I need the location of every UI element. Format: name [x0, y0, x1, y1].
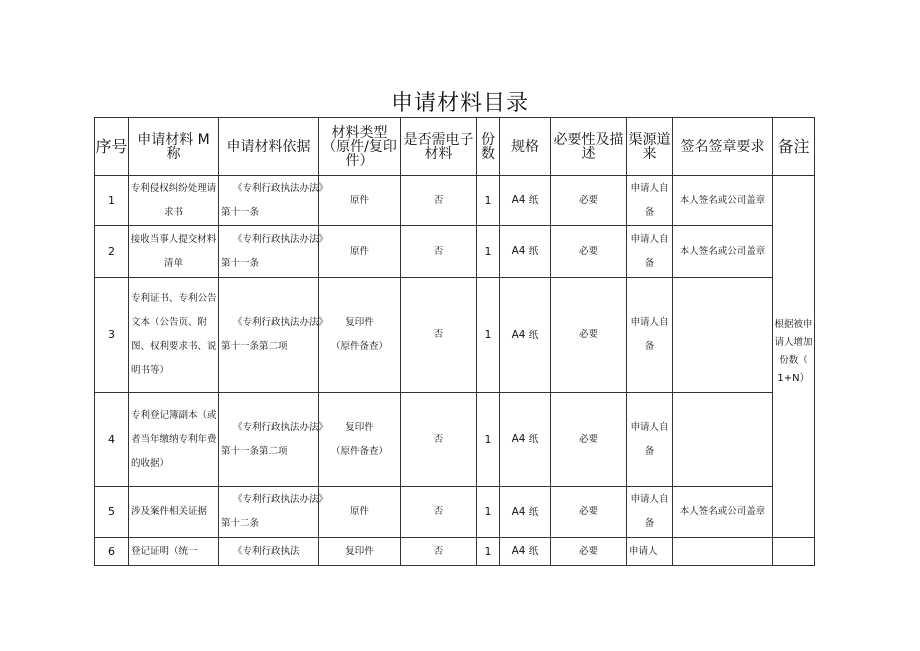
- row-electronic: 否: [401, 226, 477, 278]
- row-copies: 1: [477, 176, 500, 226]
- header-remark: 备注: [773, 118, 815, 176]
- row-basis: [219, 538, 319, 566]
- row-basis: [219, 226, 329, 278]
- row-sign: 本人签名或公司盖章: [673, 487, 773, 538]
- header-electronic: 是否需电子材料: [401, 118, 477, 176]
- row-spec-num: A4: [511, 505, 526, 518]
- row-name: 接收当事人提交材料清单: [129, 226, 219, 278]
- header-name: 申请材料 M 称: [129, 118, 219, 176]
- row-basis-line1: 《专利行政执法办法》: [233, 182, 329, 194]
- table-row: [95, 393, 815, 487]
- row-source: 申请人自备: [627, 487, 673, 538]
- row-sign: [673, 278, 773, 393]
- row-type: [319, 278, 401, 393]
- row-type: 原件: [319, 176, 401, 226]
- row-basis: [219, 176, 329, 226]
- row-spec: [500, 393, 551, 487]
- row-spec: [500, 226, 551, 278]
- row-seq: 5: [95, 487, 129, 538]
- row-sign: 本人签名或公司盖章: [673, 176, 773, 226]
- row-spec-unit: 纸: [528, 329, 539, 341]
- row-type: 原件: [319, 226, 401, 278]
- row-basis-line1: 《专利行政执法办法》: [233, 421, 329, 433]
- row-spec-unit: 纸: [528, 434, 539, 445]
- row-electronic: 否: [401, 278, 477, 393]
- row-copies: 1: [477, 393, 500, 487]
- row-source: 申请人自备: [627, 176, 673, 226]
- row-basis-line2: 第十一条第二项: [221, 445, 288, 457]
- row-spec-num: A4: [511, 545, 526, 557]
- row-sign: [673, 538, 773, 566]
- header-sign: 签名签章要求: [673, 118, 773, 176]
- header-seq: 序号: [95, 118, 129, 176]
- row-necessity: 必要: [551, 487, 627, 538]
- row-basis: [219, 393, 329, 487]
- materials-table: [94, 117, 815, 566]
- row-necessity: 必要: [551, 226, 627, 278]
- row-spec: [500, 487, 551, 538]
- row-type-note: （原件备查）: [330, 445, 388, 457]
- row-basis: [219, 487, 329, 538]
- header-type: 材料类型（原件/复印件）: [319, 118, 401, 176]
- row-basis-line1: 《专利行政执法: [233, 545, 300, 557]
- row-basis-line2: 第十二条: [221, 518, 260, 529]
- row-spec-num: A4: [511, 328, 526, 341]
- row-spec-unit: 纸: [528, 506, 539, 518]
- row-spec: [500, 278, 551, 393]
- row-copies: 1: [477, 226, 500, 278]
- row-type-note: （原件备查）: [330, 341, 388, 352]
- row-seq: 1: [95, 176, 129, 226]
- remark-text: 根据被申请人增加份数（: [774, 319, 813, 366]
- row-name: 专利侵权纠纷处理请求书: [129, 176, 219, 226]
- row-name: 专利证书、专利公告文本（公告页、附图、权利要求书、说明书等）: [129, 278, 219, 393]
- row-sign: [673, 393, 773, 487]
- row-basis-line1: 《专利行政执法办法》: [233, 494, 329, 505]
- row-spec-unit: 纸: [528, 546, 539, 557]
- row-name: 登记证明（统一: [129, 538, 219, 566]
- row-type-main: 复印件: [345, 317, 374, 328]
- row-necessity: 必要: [551, 393, 627, 487]
- row-source: 申请人自备: [627, 278, 673, 393]
- header-copies: 份数: [477, 118, 500, 176]
- row-remark: [773, 538, 815, 566]
- row-spec: [500, 538, 551, 566]
- row-spec-unit: 纸: [528, 195, 539, 206]
- row-source: 申请人自备: [627, 393, 673, 487]
- row-electronic: 否: [401, 176, 477, 226]
- row-sign: 本人签名或公司盖章: [673, 226, 773, 278]
- row-name: 专利登记簿副本（或者当年缴纳专利年费的收据）: [129, 393, 219, 487]
- header-row: [95, 118, 815, 176]
- row-source: 申请人: [627, 538, 673, 566]
- row-seq: 2: [95, 226, 129, 278]
- row-type-main: 复印件: [345, 421, 374, 433]
- row-copies: 1: [477, 538, 500, 566]
- header-spec: 规格: [500, 118, 551, 176]
- row-basis-line1: 《专利行政执法办法》: [233, 233, 329, 245]
- table-row: [95, 538, 815, 566]
- row-type: 复印件: [319, 538, 401, 566]
- row-necessity: 必要: [551, 176, 627, 226]
- row-seq: 6: [95, 538, 129, 566]
- row-spec-num: A4: [511, 433, 526, 445]
- row-spec-num: A4: [511, 194, 526, 206]
- row-necessity: 必要: [551, 278, 627, 393]
- header-basis: 申请材料依据: [219, 118, 319, 176]
- row-type: [319, 393, 401, 487]
- table-row: [95, 278, 815, 393]
- row-source: 申请人自备: [627, 226, 673, 278]
- row-seq: 3: [95, 278, 129, 393]
- row-spec-num: A4: [511, 245, 526, 257]
- row-electronic: 否: [401, 393, 477, 487]
- row-basis-line2: 第十一条第二项: [221, 341, 288, 352]
- row-basis-line2: 第十一条: [221, 206, 260, 218]
- row-spec-unit: 纸: [528, 246, 539, 257]
- row-name: 涉及案件相关证据: [129, 487, 219, 538]
- header-necessity: 必要性及描述: [551, 118, 627, 176]
- row-copies: 1: [477, 487, 500, 538]
- row-necessity: 必要: [551, 538, 627, 566]
- table-row: [95, 226, 815, 278]
- remark-tail: 1+N）: [777, 373, 810, 384]
- row-electronic: 否: [401, 487, 477, 538]
- row-type: 原件: [319, 487, 401, 538]
- header-source: 渠源道来: [627, 118, 673, 176]
- remark-cell: [773, 176, 815, 538]
- table-row: [95, 487, 815, 538]
- row-seq: 4: [95, 393, 129, 487]
- table-row: [95, 176, 815, 226]
- row-spec: [500, 176, 551, 226]
- row-basis-line1: 《专利行政执法办法》: [233, 317, 329, 328]
- row-electronic: 否: [401, 538, 477, 566]
- row-basis-line2: 第十一条: [221, 257, 260, 269]
- row-copies: 1: [477, 278, 500, 393]
- page-title: 申请材料目录: [390, 91, 529, 116]
- row-basis: [219, 278, 329, 393]
